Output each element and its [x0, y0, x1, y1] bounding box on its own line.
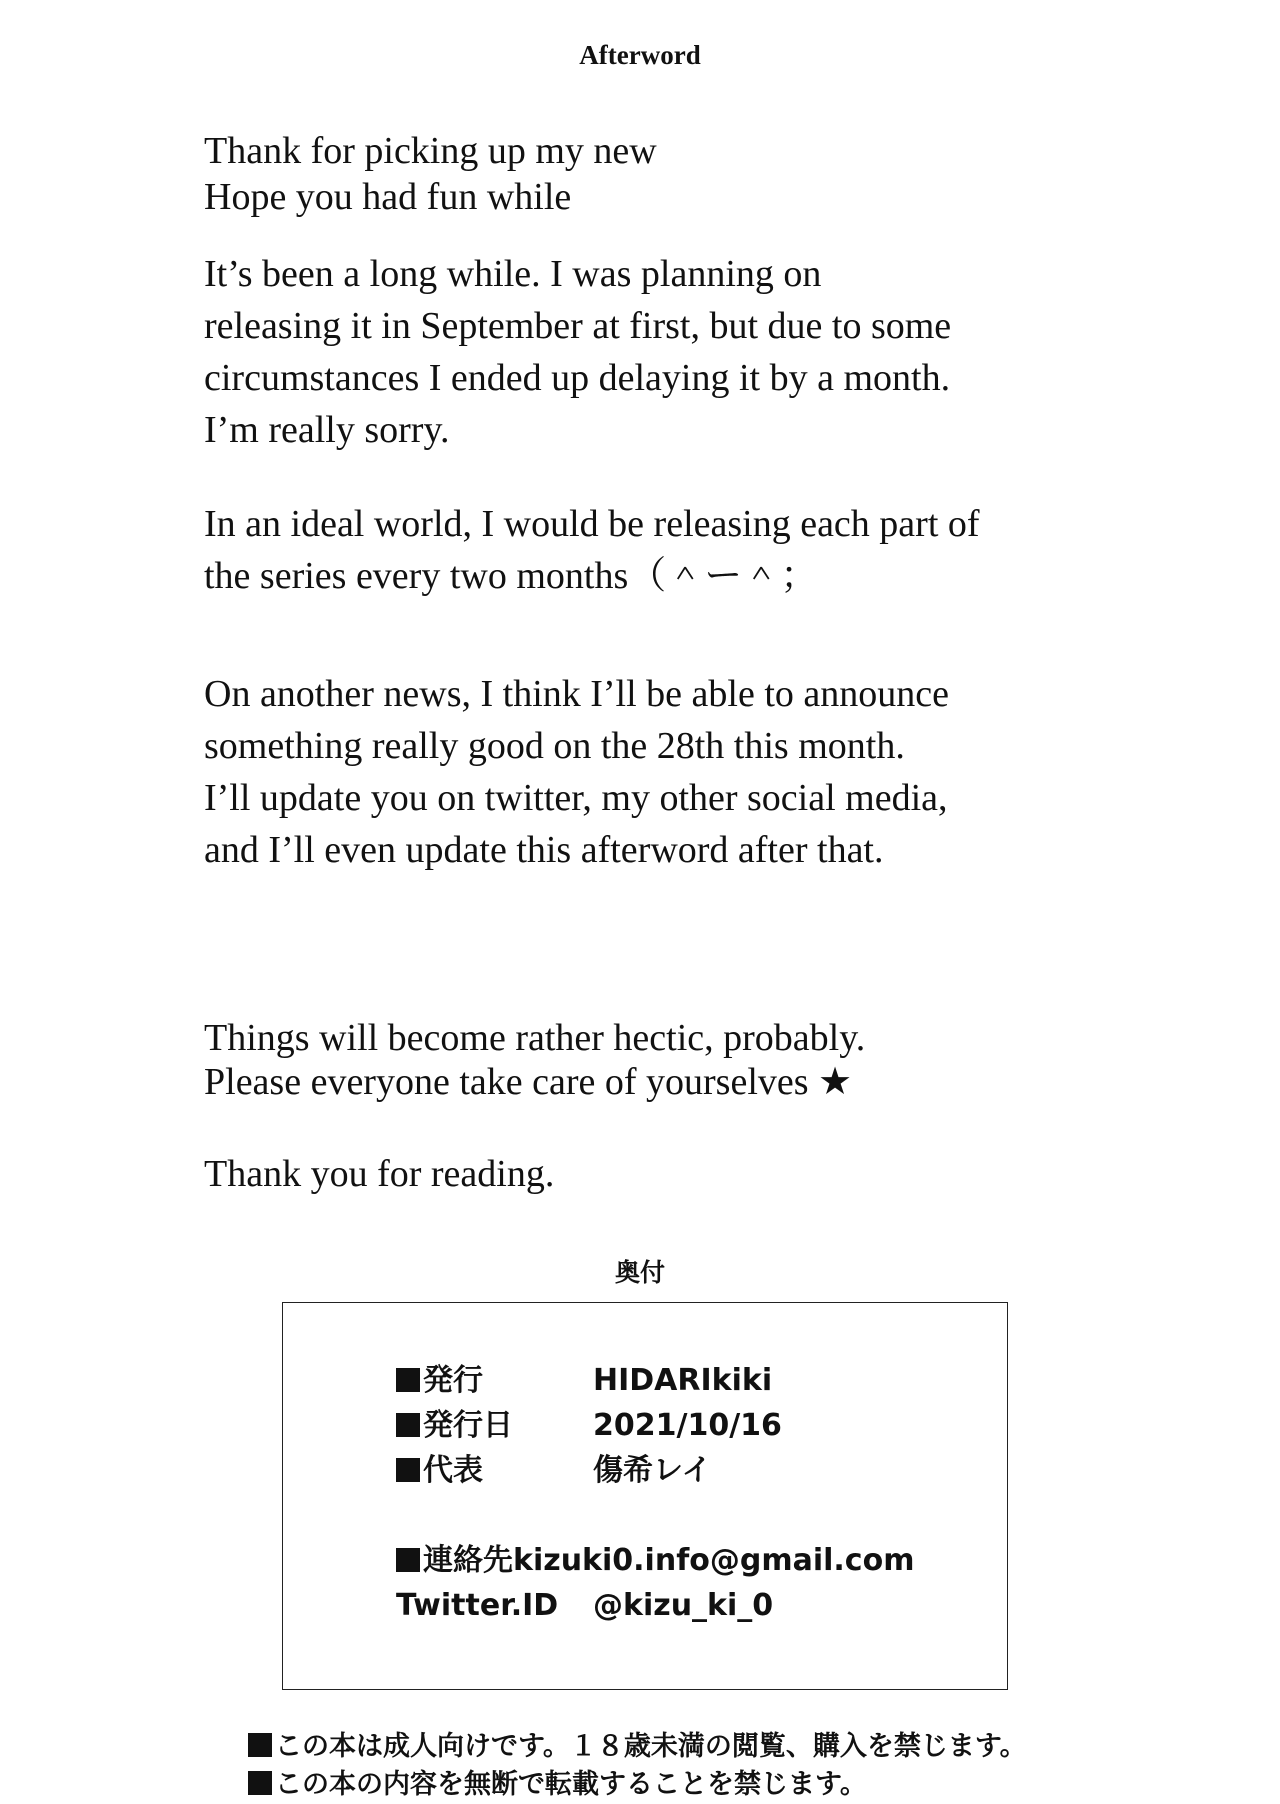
text-line: I’ll update you on twitter, my other social media, [204, 777, 948, 819]
colophon-publisher-row [396, 1363, 772, 1399]
square-bullet-icon [396, 1368, 420, 1392]
notice-adult [248, 1730, 1027, 1764]
paragraph-news [204, 668, 1204, 876]
date-label: 発行日 [423, 1408, 513, 1443]
square-bullet-icon [396, 1548, 420, 1572]
twitter-value: @kizu_ki_0 [593, 1588, 774, 1623]
notice-text: この本の内容を無断で転載することを禁じます。 [275, 1769, 867, 1800]
notice-reprint [248, 1768, 867, 1802]
paragraph-thanks [204, 1148, 1204, 1200]
date-label-wrap [396, 1408, 593, 1444]
text-line: It’s been a long while. I was planning on [204, 253, 822, 295]
text-line: I’m really sorry. [204, 409, 450, 451]
rep-label: 代表 [423, 1453, 483, 1488]
text-line: something really good on the 28th this month. [204, 725, 905, 767]
colophon-twitter-row [396, 1588, 773, 1624]
paragraph-intro [204, 128, 1204, 220]
square-bullet-icon [396, 1458, 420, 1482]
text-line: and I’ll even update this afterword after that. [204, 829, 884, 871]
paragraph-delay [204, 248, 1204, 456]
publisher-value: HIDARIkiki [593, 1363, 773, 1398]
text-line: releasing it in September at first, but due to some [204, 305, 952, 347]
notice-text: この本は成人向けです。１８歳未満の閲覧、購入を禁じます。 [275, 1731, 1027, 1762]
colophon-representative-row [396, 1453, 712, 1489]
page-title: Afterword [579, 40, 701, 70]
square-bullet-icon [248, 1733, 272, 1757]
colophon-date-row [396, 1408, 782, 1444]
twitter-label: Twitter.ID [396, 1588, 559, 1623]
square-bullet-icon [396, 1413, 420, 1437]
text-line: On another news, I think I’ll be able to announce [204, 673, 949, 715]
text-line: Thank for picking up my new [204, 130, 657, 172]
text-line: In an ideal world, I would be releasing each part of [204, 503, 980, 545]
rep-value: 傷希レイ [593, 1453, 712, 1488]
paragraph-ideal-world [204, 498, 1204, 602]
square-bullet-icon [248, 1771, 272, 1795]
publisher-label: 発行 [423, 1363, 483, 1398]
colophon-heading: 奥付 [614, 1258, 665, 1287]
text-line: circumstances I ended up delaying it by a month. [204, 357, 951, 399]
contact-text: 連絡先kizuki0.info@gmail.com [423, 1543, 915, 1578]
publisher-label-wrap [396, 1363, 593, 1399]
colophon-box [282, 1302, 1008, 1690]
text-line: Hope you had fun while [204, 176, 572, 218]
text-line: Thank you for reading. [204, 1153, 555, 1195]
text-line: Things will become rather hectic, probably. [204, 1017, 866, 1059]
text-line: the series every two months（＾ー＾； [204, 555, 819, 597]
text-line: Please everyone take care of yourselves ★ [204, 1061, 853, 1103]
date-value: 2021/10/16 [593, 1408, 782, 1443]
paragraph-take-care [204, 1016, 1204, 1104]
rep-label-wrap [396, 1453, 593, 1489]
colophon-contact-row [396, 1543, 914, 1579]
